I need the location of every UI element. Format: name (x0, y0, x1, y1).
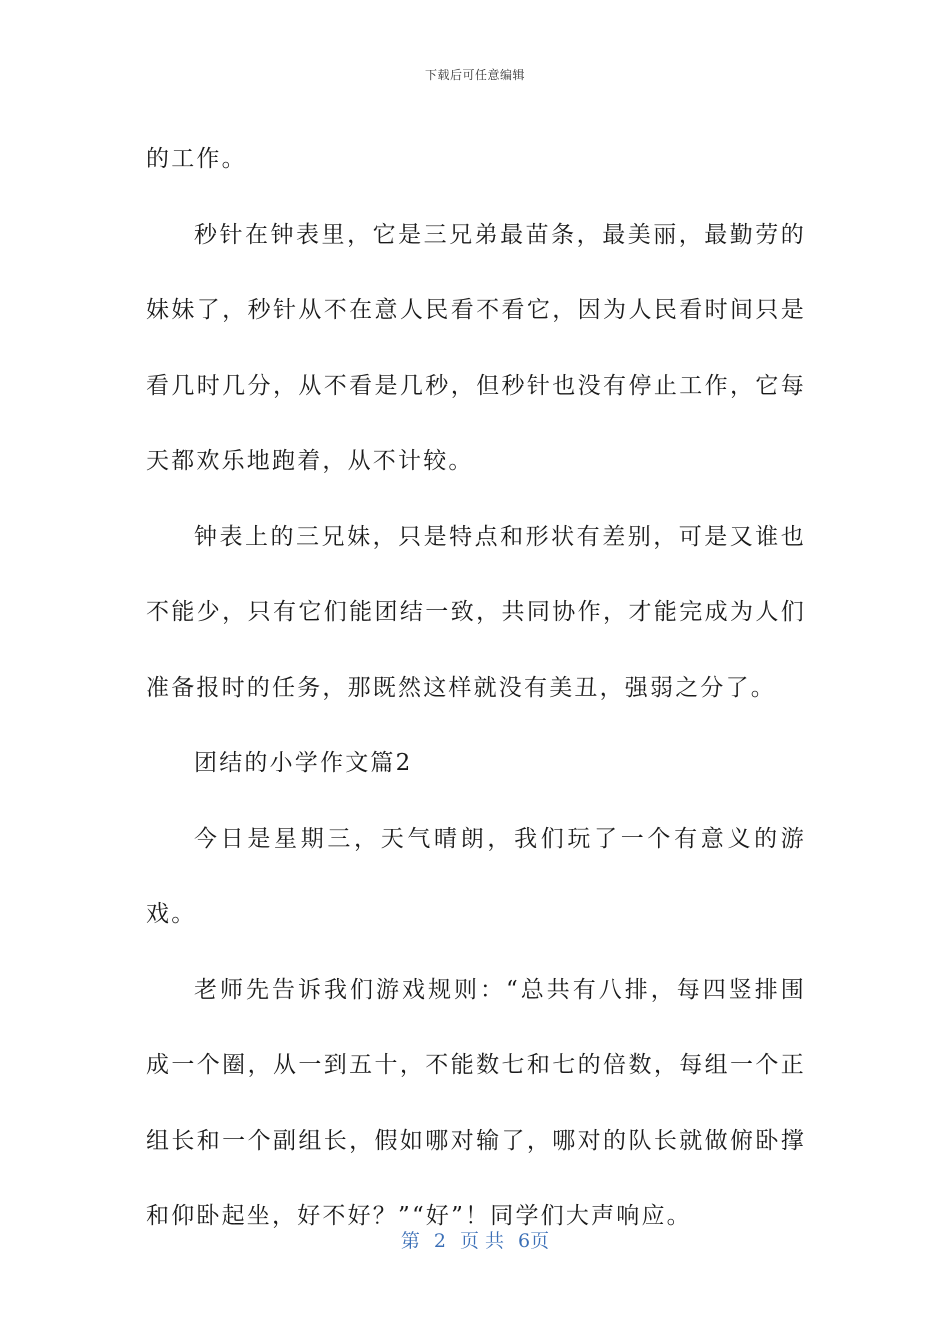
paragraph-3: 钟表上的三兄妹，只是特点和形状有差别，可是又谁也不能少，只有它们能团结一致，共同协作，才能完成为人们准备报时的任务，那既然这样就没有美丑，强弱之分了。 (146, 523, 806, 701)
paragraph-4: 今日是星期三，天气晴朗，我们玩了一个有意义的游戏。 (146, 825, 806, 927)
header-note: 下载后可任意编辑 (424, 68, 525, 82)
page-total: 6 (518, 1230, 531, 1252)
page-suffix: 页 (530, 1230, 550, 1252)
page-current: 2 (433, 1230, 446, 1252)
page-mid: 页 共 (459, 1230, 505, 1252)
section-heading: 团结的小学作文篇2 (194, 750, 413, 776)
page-footer (0, 1226, 950, 1253)
paragraph-5: 老师先告诉我们游戏规则：“总共有八排，每四竖排围成一个圈，从一到五十，不能数七和七的倍数，每组一个正组长和一个副组长，假如哪对输了，哪对的队长就做俯卧撑和仰卧起坐，好不好？”“好”！同学们大声响应。 (146, 976, 806, 1229)
page-prefix: 第 (400, 1230, 420, 1252)
paragraph-2: 秒针在钟表里，它是三兄弟最苗条，最美丽，最勤劳的妹妹了，秒针从不在意人民看不看它，因为人民看时间只是看几时几分，从不看是几秒，但秒针也没有停止工作，它每天都欢乐地跑着，从不计较。 (146, 221, 806, 474)
body-text (146, 122, 806, 1255)
paragraph-1: 的工作。 (146, 146, 247, 172)
